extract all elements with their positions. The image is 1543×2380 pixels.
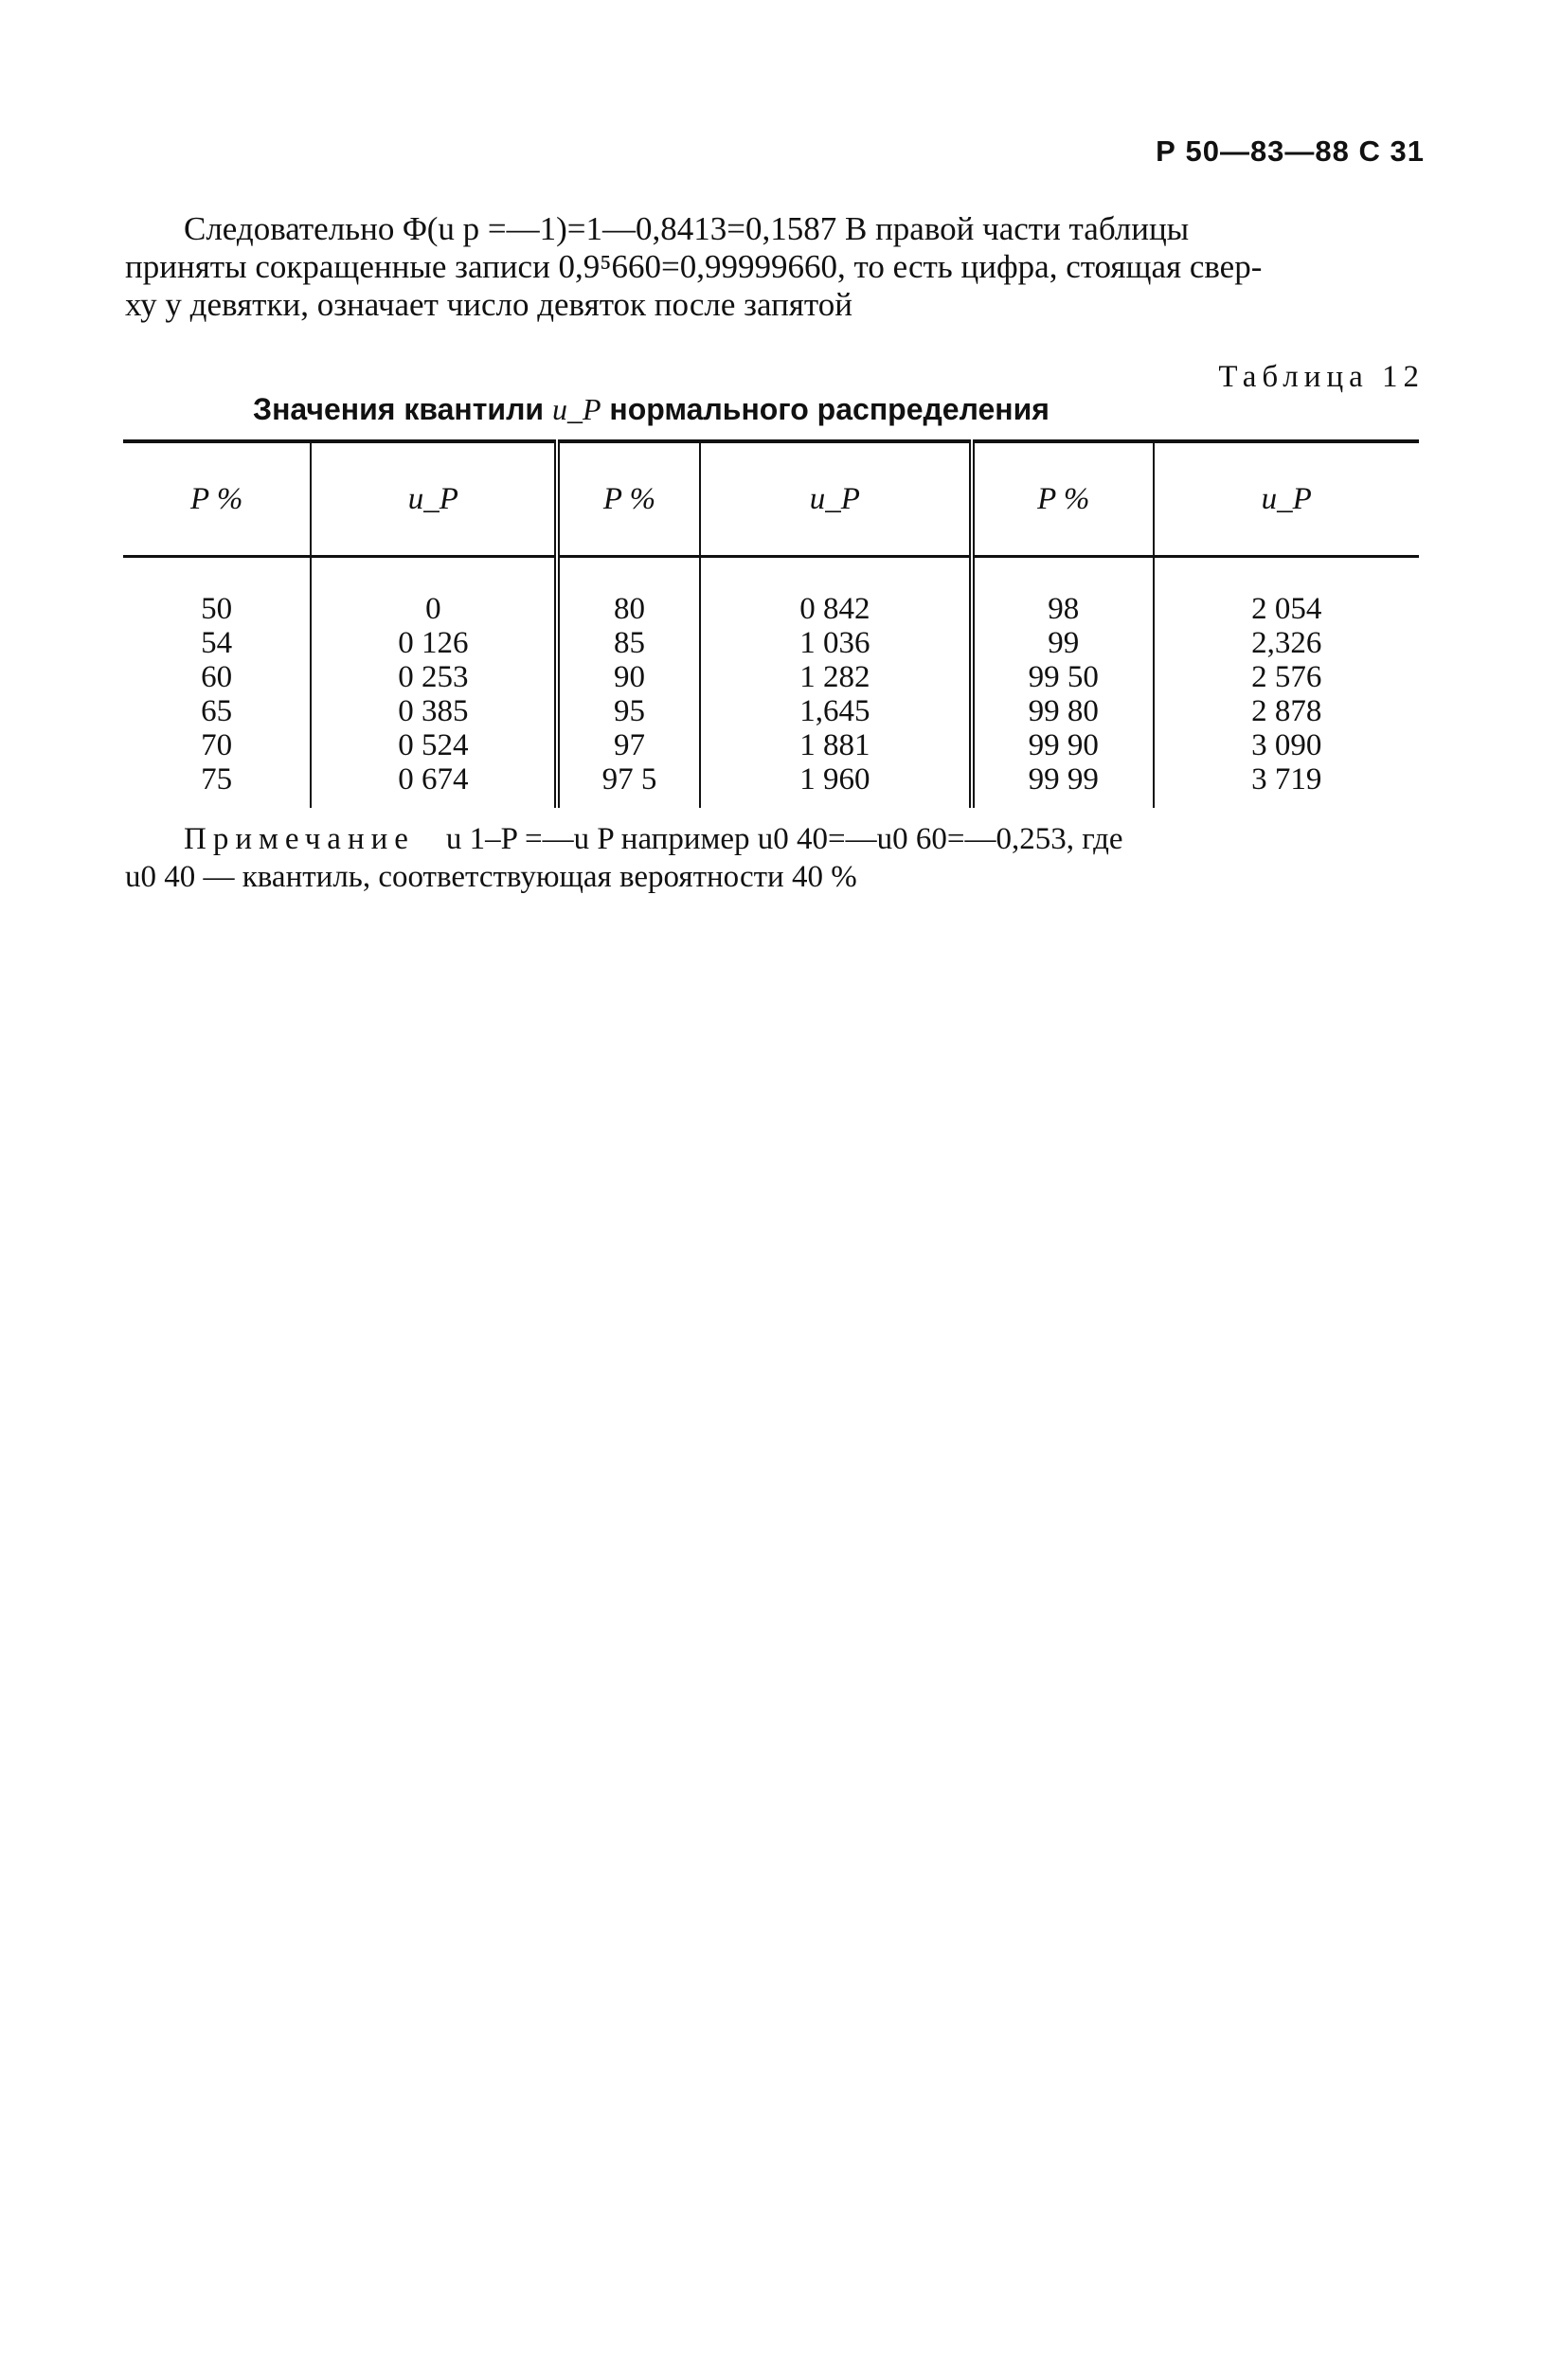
cell: 0 674	[311, 762, 557, 808]
cell: 54	[123, 626, 311, 660]
cell: 1 960	[700, 762, 972, 808]
cell: 97 5	[557, 762, 699, 808]
header-up-1: u_P	[311, 441, 557, 557]
cell: 65	[123, 694, 311, 728]
table-note	[125, 820, 1427, 896]
cell: 99 99	[972, 762, 1154, 808]
header-p-1: P %	[123, 441, 311, 557]
cell: 90	[557, 660, 699, 694]
cell: 95	[557, 694, 699, 728]
table-title-prefix: Значения квантили	[253, 392, 545, 426]
cell: 2 878	[1251, 694, 1322, 728]
table-header-row	[123, 441, 1419, 557]
cell: 80	[557, 557, 699, 627]
note-label: Примечание	[184, 822, 415, 856]
intro-paragraph	[125, 210, 1427, 324]
intro-line-3: ху у девятки, означает число девяток после запятой	[125, 286, 852, 323]
cell: 1,645	[700, 694, 972, 728]
cell: 98	[972, 557, 1154, 627]
table-title-symbol: u_P	[551, 392, 601, 426]
cell: 2 576	[1251, 660, 1322, 694]
cell: 97	[557, 728, 699, 762]
cell: 85	[557, 626, 699, 660]
header-p-3: P %	[972, 441, 1154, 557]
page-reference: Р 50—83—88 С 31	[1156, 134, 1425, 168]
intro-line-2: приняты сокращенные записи 0,9⁵660=0,99999660, то есть цифра, стоящая свер-	[125, 248, 1263, 285]
cell: 75	[123, 762, 311, 808]
cell: 0 524	[311, 728, 557, 762]
table-row	[123, 694, 1419, 728]
cell: 99 50	[972, 660, 1154, 694]
table-row	[123, 626, 1419, 660]
table-number: Таблица 12	[1218, 360, 1425, 394]
table-title	[123, 392, 1179, 427]
table-row	[123, 762, 1419, 808]
cell: 99	[972, 626, 1154, 660]
cell: 70	[123, 728, 311, 762]
header-up-2: u_P	[700, 441, 972, 557]
cell: 50	[123, 557, 311, 627]
cell: 3 090	[1251, 728, 1322, 762]
header-up-3: u_P	[1261, 481, 1312, 516]
note-formula: u 1–P =—u P например u0 40=—u0 60=—0,253, где	[445, 822, 1123, 856]
cell: 0 385	[311, 694, 557, 728]
cell: 0 842	[700, 557, 972, 627]
table-row	[123, 728, 1419, 762]
quantile-table	[123, 439, 1419, 808]
cell: 3 719	[1251, 762, 1322, 796]
intro-line-1: Следовательно Φ(u p =—1)=1—0,8413=0,1587 В правой части таблицы	[184, 210, 1190, 247]
note-line-2: u0 40 — квантиль, соответствующая вероятности 40 %	[125, 860, 857, 894]
cell: 99 80	[972, 694, 1154, 728]
cell: 0	[311, 557, 557, 627]
cell: 60	[123, 660, 311, 694]
cell: 1 282	[700, 660, 972, 694]
header-p-2: P %	[557, 441, 699, 557]
cell: 99 90	[972, 728, 1154, 762]
cell: 2 054	[1251, 592, 1322, 626]
note-line-1	[125, 820, 1427, 858]
table-row	[123, 660, 1419, 694]
cell: 0 126	[311, 626, 557, 660]
cell: 0 253	[311, 660, 557, 694]
cell: 1 036	[700, 626, 972, 660]
cell: 1 881	[700, 728, 972, 762]
table-title-suffix: нормального распределения	[609, 392, 1050, 426]
cell: 2,326	[1251, 626, 1322, 660]
table-row	[123, 557, 1419, 627]
